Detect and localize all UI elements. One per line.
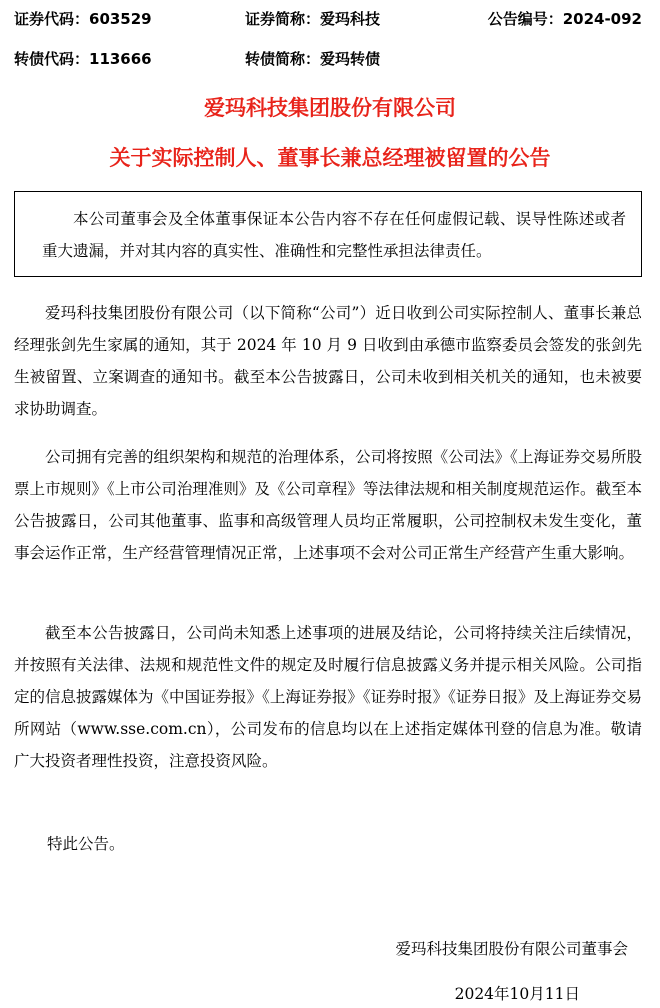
bond-code: 转债代码：113666	[14, 50, 152, 68]
notice-box	[14, 191, 642, 277]
paragraph-2: 公司拥有完善的组织架构和规范的治理体系，公司将按照《公司法》《上海证券交易所股票上市规则》《上市公司治理准则》及《公司章程》等法律法规和相关制度规范运作。截至本公告披露日，公司其他董事、监事和高级管理人员均正常履职，公司控制权未发生变化，董事会运作正常，生产经营管理情况正常，上述事项不会对公司正常生产经营产生重大影响。	[14, 448, 642, 562]
stock-code: 证券代码：603529	[14, 10, 152, 28]
closing-line: 特此公告。	[47, 835, 125, 853]
paragraph-3: 截至本公告披露日，公司尚未知悉上述事项的进展及结论，公司将持续关注后续情况，并按照有关法律、法规和规范性文件的规定及时履行信息披露义务并提示相关风险。公司指定的信息披露媒体为《中国证券报》《上海证券报》《证券时报》《证券日报》及上海证券交易所网站（www.sse.com.cn），公司发布的信息均以在上述指定媒体刊登的信息为准。敬请广大投资者理性投资，注意投资风险。	[14, 624, 642, 770]
bond-name: 转债简称：爱玛转债	[245, 50, 381, 68]
stock-name: 证券简称：爱玛科技	[245, 10, 381, 28]
notice-text: 本公司董事会及全体董事保证本公告内容不存在任何虚假记载、误导性陈述或者重大遗漏，并对其内容的真实性、准确性和完整性承担法律责任。	[42, 210, 626, 260]
announcement-title: 关于实际控制人、董事长兼总经理被留置的公告	[109, 146, 551, 170]
paragraph-1: 爱玛科技集团股份有限公司（以下简称“公司”）近日收到公司实际控制人、董事长兼总经理张剑先生家属的通知，其于 2024 年 10 月 9 日收到由承德市监察委员会签发的张剑先生被留置、立案调查的通知书。截至本公告披露日，公司未收到相关机关的通知，也未被要求协助调查。	[14, 304, 642, 418]
signature-board: 爱玛科技集团股份有限公司董事会	[395, 940, 628, 958]
signature-date: 2024年10月11日	[454, 985, 580, 1003]
announcement-number: 公告编号：2024-092	[487, 10, 642, 28]
company-title: 爱玛科技集团股份有限公司	[204, 96, 456, 120]
